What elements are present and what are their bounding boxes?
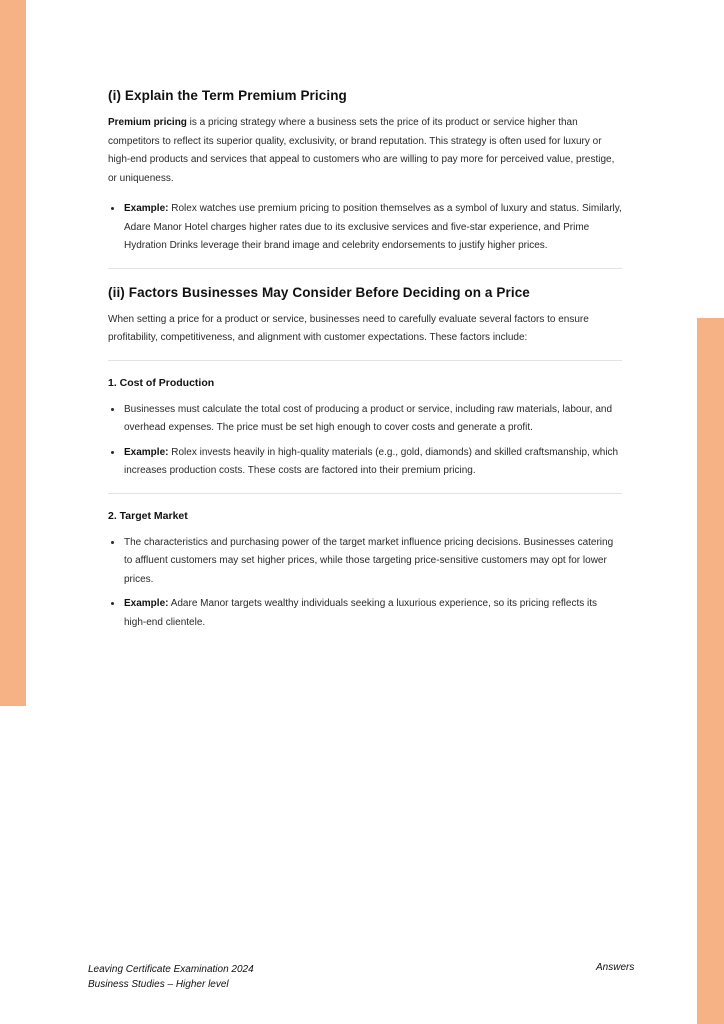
factor2-title: 2. Target Market	[108, 509, 188, 522]
section1-paragraph: Premium pricing is a pricing strategy where a business sets the price of its product or service higher than competitors to reflect its superior quality, exclusivity, or brand reputation. This strategy is often used for luxury or high-end products and services that appeal to customers who are willing to pay more for perceived value, prestige, or uniqueness.	[108, 117, 615, 184]
divider	[108, 493, 622, 494]
left-accent-bar	[0, 0, 26, 706]
section2-heading: (ii) Factors Businesses May Consider Before Deciding on a Price	[108, 284, 530, 300]
right-accent-bar	[697, 318, 724, 1024]
list-item: • Businesses must calculate the total cost of producing a product or service, including raw materials, labour, and overhead expenses. The price must be set high enough to cover costs and generate a profit.	[123, 401, 622, 438]
factor1-bullets	[108, 401, 622, 481]
factor1-title: 1. Cost of Production	[108, 376, 215, 389]
divider	[108, 360, 622, 361]
section1-heading: (i) Explain the Term Premium Pricing	[108, 88, 347, 103]
footer-answers-label: Answers	[596, 962, 635, 973]
footer-line1: Leaving Certificate Examination 2024	[88, 964, 254, 975]
section2-intro: When setting a price for a product or service, businesses need to carefully evaluate several factors to ensure profitability, competitiveness, and alignment with customer expectations. These factors include:	[108, 313, 589, 343]
section1-bullets	[108, 200, 622, 256]
factor2-bullets	[108, 534, 622, 633]
list-item: • Example: Rolex invests heavily in high-quality materials (e.g., gold, diamonds) and skilled craftsmanship, which increases production costs. These costs are factored into their premium pricing.	[123, 444, 622, 481]
divider	[108, 268, 622, 269]
list-item: • Example: Adare Manor targets wealthy individuals seeking a luxurious experience, so its pricing reflects its high-end clientele.	[123, 595, 622, 632]
list-item: • Example: Rolex watches use premium pricing to position themselves as a symbol of luxury and status. Similarly, Adare Manor Hotel charges higher rates due to its exclusive services and five-star experience, and Prime Hydration Drinks leverage their brand image and celebrity endorsements to justify higher prices.	[123, 200, 622, 256]
answer-content	[108, 88, 622, 638]
list-item: • The characteristics and purchasing power of the target market influence pricing decisions. Businesses catering to affluent customers may set higher prices, while those targeting price-sensitive customers may opt for lower prices.	[123, 534, 622, 590]
footer-line2: Business Studies – Higher level	[88, 979, 229, 990]
section1-term: Premium pricing	[108, 117, 187, 128]
footer-exam-info	[88, 962, 254, 992]
